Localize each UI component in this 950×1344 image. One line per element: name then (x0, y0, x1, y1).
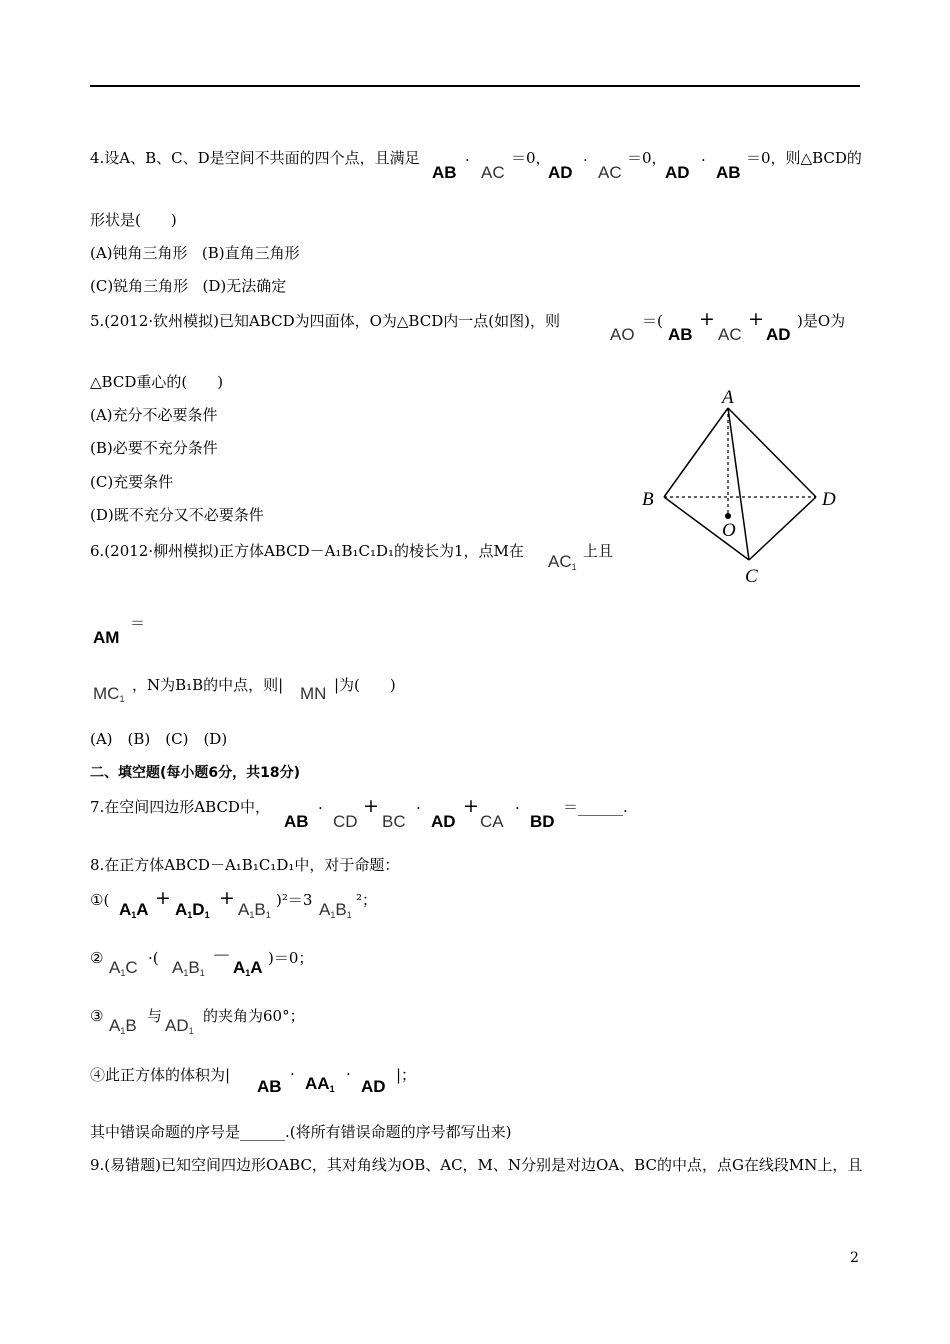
vector-ad: AD (548, 163, 573, 182)
vector-ac: AC (598, 163, 622, 182)
equation-text: ＝0， (511, 149, 551, 167)
equation-text: )＝0； (268, 949, 314, 967)
q5-line1: 5.(2012·钦州模拟)已知ABCD为四面体，O为△BCD内一点(如图)，则 (90, 312, 560, 330)
edge-dc (749, 497, 816, 560)
label-d: D (822, 489, 836, 510)
equation-text: |； (396, 1066, 417, 1084)
label-b: B (642, 489, 654, 510)
q7-line1: 7.在空间四边形ABCD中， (90, 798, 270, 816)
vector-bd: BD (530, 812, 555, 831)
vector-ab: AB (716, 163, 741, 182)
proposition-2-lead: ② (90, 949, 104, 967)
equation-text: ＝0，则△BCD的 (746, 149, 862, 167)
equation-text: )是O为 (797, 312, 846, 330)
dot-operator: · (515, 799, 520, 817)
proposition-3-lead: ③ (90, 1007, 104, 1025)
option-b: (B)必要不充分条件 (90, 439, 218, 457)
dot-operator: · (318, 799, 323, 817)
equation-text: ＝0， (627, 149, 667, 167)
q4-line2: 形状是( ) (90, 211, 177, 229)
vector-a1c: $A_1C$ (109, 958, 138, 978)
q4-options-ab (90, 243, 300, 263)
vector-a1b1: $A_1B_1$ (172, 958, 205, 978)
vector-bc: BC (382, 812, 406, 831)
proposition-1-lead: ①( (90, 891, 110, 909)
dot-operator: · (346, 1065, 351, 1083)
q6-tail: 上且 (583, 542, 614, 560)
dot-operator: · (583, 151, 588, 169)
label-o: O (722, 520, 736, 541)
vector-ab: AB (284, 812, 309, 831)
label-a: A (722, 387, 734, 408)
option-d: (D)既不充分又不必要条件 (90, 506, 264, 524)
equation-text: ²； (356, 891, 378, 909)
plus-operator: + (219, 887, 235, 909)
q6-line3-tail: |为( ) (334, 676, 396, 694)
dot-operator: · (465, 151, 470, 169)
edge-ab (664, 408, 728, 497)
label-c: C (745, 566, 758, 587)
q8-line1: 8.在正方体ABCD－A₁B₁C₁D₁中，对于命题： (90, 856, 400, 874)
edge-ad (728, 408, 816, 497)
equation-text: )²＝3 (276, 891, 313, 909)
proposition-4-lead: ④此正方体的体积为| (90, 1066, 231, 1084)
vector-a1a: $A_1A$ (233, 958, 263, 978)
equation-text: ＝( (642, 312, 663, 330)
vector-ad1: $AD_1$ (165, 1016, 194, 1036)
vector-ac1: $AC_1$ (548, 552, 577, 572)
page-number: 2 (850, 1250, 859, 1266)
q4-line1: 4.设A、B、C、D是空间不共面的四个点，且满足 (90, 149, 420, 167)
q5-line2: △BCD重心的( ) (90, 373, 224, 391)
vector-ab: AB (668, 325, 693, 344)
minus-operator: － (212, 945, 232, 967)
vector-ad: AD (766, 325, 791, 344)
dot-operator: · (416, 799, 421, 817)
answer-blank: ＝______. (563, 798, 628, 816)
vector-ca: CA (480, 812, 504, 831)
vector-ab: AB (432, 163, 457, 182)
vector-a1b1: $A_1B_1$ (238, 900, 271, 920)
vector-ac: AC (481, 163, 505, 182)
vector-am: AM (93, 628, 120, 647)
option-b: (B)直角三角形 (201, 244, 300, 262)
vector-ac: AC (718, 325, 742, 344)
equation-text: 的夹角为60°； (203, 1007, 305, 1025)
q6-line3: ，N为B₁B的中点，则| (132, 676, 284, 694)
edge-bc (664, 497, 749, 560)
plus-operator: + (748, 308, 764, 330)
vector-mn: MN (300, 684, 327, 703)
point-o (725, 513, 731, 519)
option-a: (A)充分不必要条件 (90, 406, 218, 424)
vector-cd: CD (333, 812, 358, 831)
equation-text: 与 (147, 1007, 163, 1025)
plus-operator: + (155, 887, 171, 909)
plus-operator: + (699, 308, 715, 330)
q4-options-cd (90, 276, 286, 296)
vector-a1d1: $A_1D_1$ (175, 900, 210, 920)
header-rule (90, 85, 860, 87)
vector-ad: AD (361, 1077, 386, 1096)
option-c: (C)锐角三角形 (90, 277, 189, 295)
plus-operator: + (363, 795, 379, 817)
q8-answer-line: 其中错误命题的序号是______.(将所有错误命题的序号都写出来) (90, 1123, 512, 1141)
equation-text: ·( (148, 949, 159, 967)
vector-a1a: $A_1A$ (119, 900, 149, 920)
q9-line1: 9.(易错题)已知空间四边形OABC，其对角线为OB、AC，M、N分别是对边OA、BC的中点，点G在线段MN上，且 (90, 1156, 863, 1174)
vector-a1b1: $A_1B_1$ (319, 900, 352, 920)
dot-operator: · (701, 151, 706, 169)
vector-ab: AB (257, 1077, 282, 1096)
option-c: (C)充要条件 (90, 473, 174, 491)
option-a: (A)钝角三角形 (90, 244, 188, 262)
vector-mc1: $MC_1$ (93, 684, 125, 704)
equation-text: ＝ (130, 614, 146, 632)
dot-operator: · (290, 1065, 295, 1083)
option-d: (D)无法确定 (202, 277, 287, 295)
vector-ad: AD (665, 163, 690, 182)
vector-aa1: $AA_1$ (305, 1074, 335, 1094)
vector-ad: AD (431, 812, 456, 831)
vector-ao: AO (610, 325, 635, 344)
q6-line1: 6.(2012·柳州模拟)正方体ABCD－A₁B₁C₁D₁的棱长为1，点M在 (90, 542, 524, 560)
vector-a1b: $A_1B$ (109, 1016, 137, 1036)
plus-operator: + (463, 795, 479, 817)
section-heading: 二、填空题(每小题6分，共18分) (90, 765, 301, 781)
tetrahedron-diagram (636, 382, 846, 587)
q6-options: (A) (B) (C) (D) (90, 730, 228, 748)
